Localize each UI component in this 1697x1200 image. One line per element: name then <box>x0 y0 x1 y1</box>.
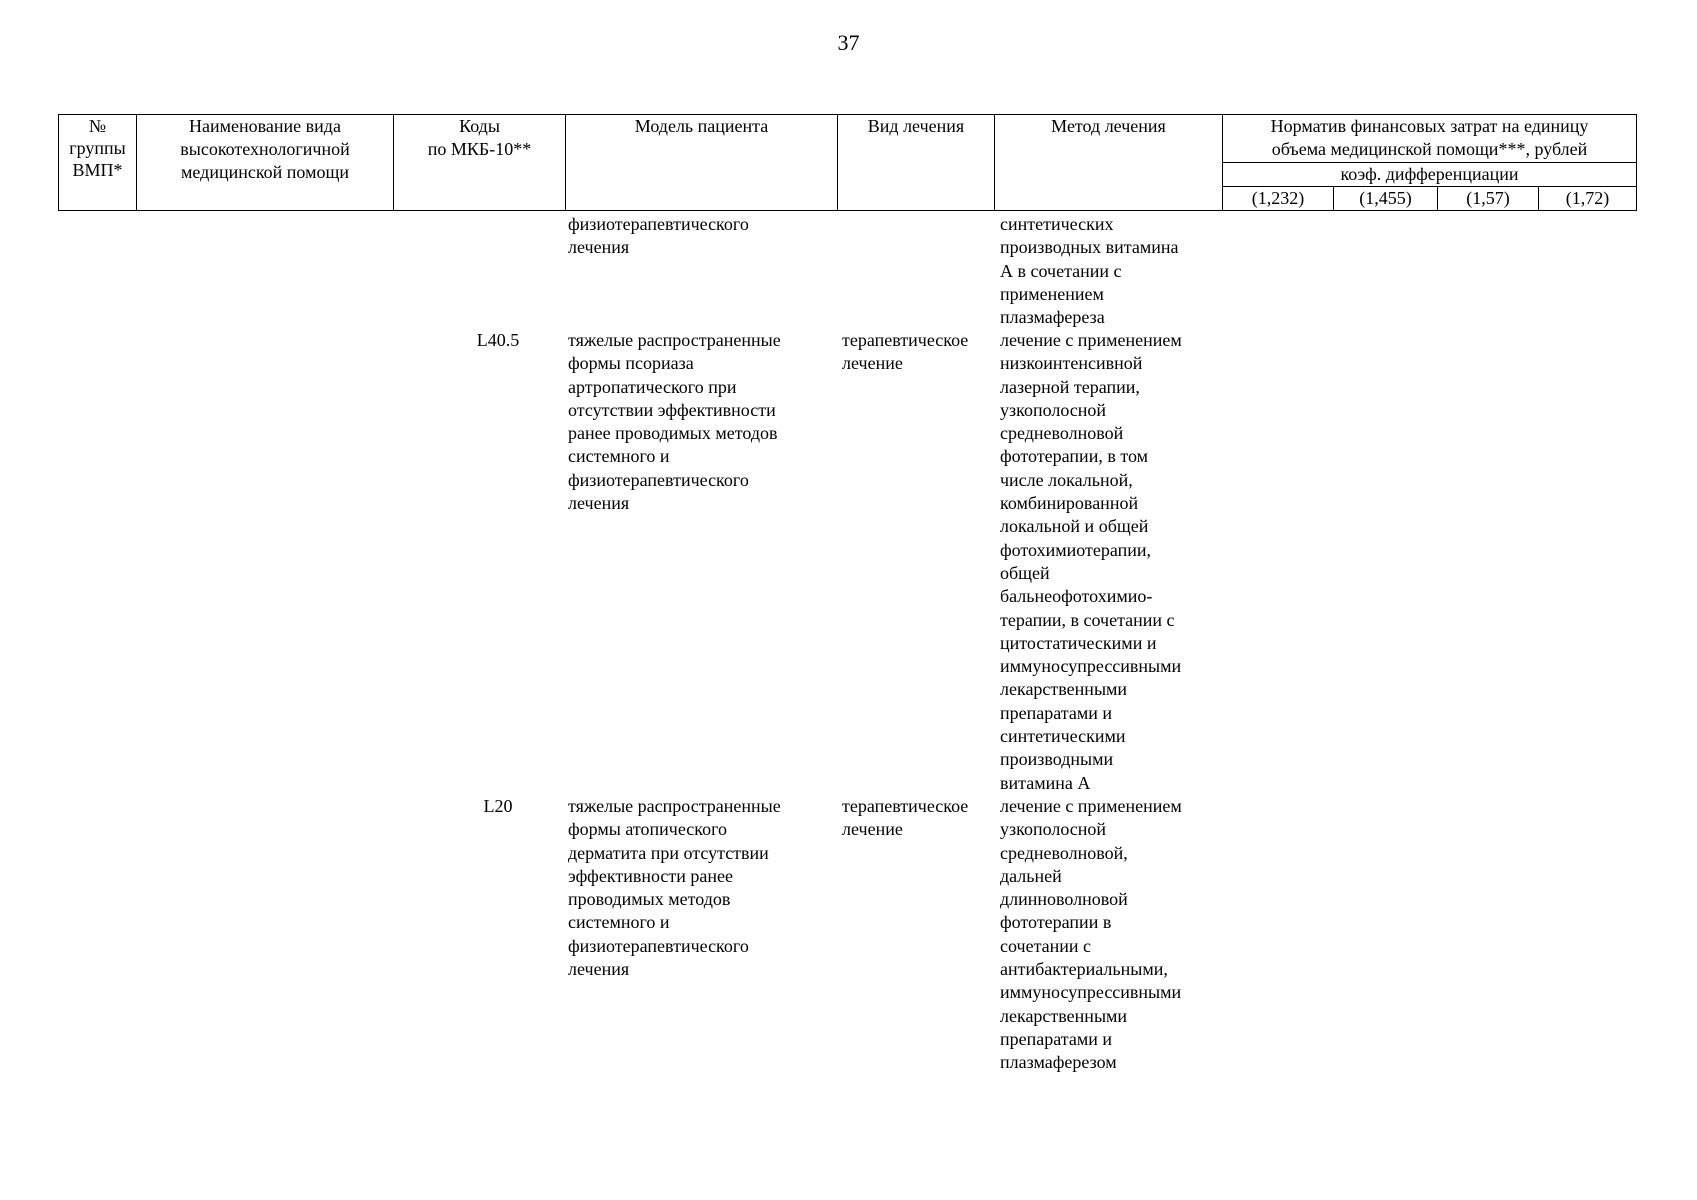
patient-model <box>568 795 838 981</box>
header-coef-value: (1,72) <box>1539 187 1637 211</box>
table-body <box>58 213 1636 1085</box>
treatment-method-line: иммуносупрессивными <box>1000 982 1182 1003</box>
header-codes-line-1: Коды <box>459 116 500 136</box>
treatment-method-line: низкоинтенсивной <box>1000 353 1143 374</box>
header-group-line-1: № <box>88 116 107 136</box>
treatment-method-line: дальней <box>1000 865 1062 886</box>
header-codes-line-2: по МКБ-10** <box>427 139 532 159</box>
header-group-number <box>59 115 137 211</box>
treatment-method-line: лазерной терапии, <box>1000 376 1140 397</box>
treatment-method-line: применением <box>1000 283 1104 304</box>
treatment-method-line: производных витамина <box>1000 237 1179 258</box>
treatment-method-line: А в сочетании с <box>1000 260 1122 281</box>
treatment-method-line: плазмафереза <box>1000 307 1105 328</box>
treatment-method-line: лечение с применением <box>1000 330 1182 350</box>
patient-model-line: тяжелые распространенные <box>568 330 781 350</box>
header-treatment-type: Вид лечения <box>838 115 995 211</box>
table-row <box>58 329 1636 795</box>
patient-model-line: физиотерапевтического <box>568 469 749 490</box>
patient-model-line: эффективности ранее <box>568 865 734 886</box>
header-service-name <box>137 115 394 211</box>
treatment-type <box>842 795 997 842</box>
treatment-method-line: производными <box>1000 749 1114 770</box>
icd-code: L20 <box>483 796 513 816</box>
treatment-method-line: локальной и общей <box>1000 516 1149 537</box>
patient-model-line: системного и <box>568 912 670 933</box>
treatment-method-line: синтетических <box>1000 214 1114 234</box>
treatment-method <box>1000 795 1215 1075</box>
header-group-line-2: группы <box>69 138 126 158</box>
treatment-method-line: фотохимиотерапии, <box>1000 539 1152 560</box>
treatment-method-line: числе локальной, <box>1000 469 1133 490</box>
patient-model-line: физиотерапевтического <box>568 935 749 956</box>
treatment-method-line: сочетании с <box>1000 935 1092 956</box>
table-row <box>58 213 1636 329</box>
treatment-method-line: общей <box>1000 562 1050 583</box>
patient-model-line: лечения <box>568 959 630 980</box>
patient-model-line: артропатического при <box>568 376 737 397</box>
patient-model <box>568 329 838 515</box>
patient-model-line: проводимых методов <box>568 889 731 910</box>
patient-model-line: формы псориаза <box>568 353 694 374</box>
treatment-method-line: синтетическими <box>1000 726 1126 747</box>
header-coef-value: (1,455) <box>1334 187 1438 211</box>
patient-model-line: формы атопического <box>568 819 728 840</box>
patient-model-line: физиотерапевтического <box>568 214 749 234</box>
header-patient-model: Модель пациента <box>566 115 838 211</box>
treatment-method-line: фототерапии, в том <box>1000 446 1148 467</box>
treatment-method-line: бальнеофотохимио- <box>1000 586 1153 607</box>
header-icd-codes <box>394 115 566 211</box>
table-row <box>58 795 1636 1085</box>
header-name-line-1: Наименование вида <box>189 116 341 136</box>
treatment-method-line: средневолновой, <box>1000 842 1128 863</box>
page-number: 37 <box>837 30 860 55</box>
treatment-type <box>842 329 997 376</box>
header-group-line-3: ВМП* <box>72 160 123 180</box>
treatment-method-line: витамина А <box>1000 772 1091 793</box>
treatment-method-line: лекарственными <box>1000 679 1128 700</box>
treatment-method-line: длинноволновой <box>1000 889 1128 910</box>
treatment-type-line: лечение <box>842 353 903 374</box>
header-coef-value: (1,57) <box>1438 187 1539 211</box>
patient-model-line: ранее проводимых методов <box>568 423 778 444</box>
patient-model-line: лечения <box>568 237 630 258</box>
patient-model-line: отсутствии эффективности <box>568 399 776 420</box>
header-name-line-2: высокотехнологичной <box>180 139 350 159</box>
treatment-method-line: цитостатическими и <box>1000 632 1157 653</box>
icd-code: L40.5 <box>476 330 520 350</box>
header-financial-norm <box>1223 115 1637 163</box>
patient-model-line: дерматита при отсутствии <box>568 842 769 863</box>
header-coefficient: коэф. дифференциации <box>1223 163 1637 187</box>
header-name-line-3: медицинской помощи <box>181 162 349 182</box>
treatment-type-line: лечение <box>842 819 903 840</box>
table-header <box>58 114 1637 211</box>
treatment-method <box>1000 213 1215 329</box>
patient-model-line: лечения <box>568 493 630 514</box>
patient-model <box>568 213 838 260</box>
treatment-method-line: лекарственными <box>1000 1005 1128 1026</box>
patient-model-line: системного и <box>568 446 670 467</box>
treatment-method-line: антибактериальными, <box>1000 959 1168 980</box>
treatment-type-line: терапевтическое <box>842 330 969 350</box>
treatment-type-line: терапевтическое <box>842 796 969 816</box>
header-treatment-method: Метод лечения <box>995 115 1223 211</box>
treatment-method-line: препаратами и <box>1000 1028 1112 1049</box>
treatment-method-line: терапии, в сочетании с <box>1000 609 1175 630</box>
treatment-method <box>1000 329 1215 795</box>
header-norm-line-1: Норматив финансовых затрат на единицу <box>1270 116 1589 136</box>
treatment-method-line: средневолновой <box>1000 423 1124 444</box>
treatment-method-line: препаратами и <box>1000 702 1112 723</box>
header-coef-value: (1,232) <box>1223 187 1334 211</box>
treatment-method-line: комбинированной <box>1000 493 1139 514</box>
treatment-method-line: фототерапии в <box>1000 912 1112 933</box>
treatment-method-line: узкополосной <box>1000 819 1107 840</box>
treatment-method-line: лечение с применением <box>1000 796 1182 816</box>
treatment-method-line: плазмаферезом <box>1000 1052 1117 1073</box>
treatment-method-line: узкополосной <box>1000 399 1107 420</box>
header-norm-line-2: объема медицинской помощи***, рублей <box>1271 139 1588 159</box>
treatment-method-line: иммуносупрессивными <box>1000 656 1182 677</box>
patient-model-line: тяжелые распространенные <box>568 796 781 816</box>
